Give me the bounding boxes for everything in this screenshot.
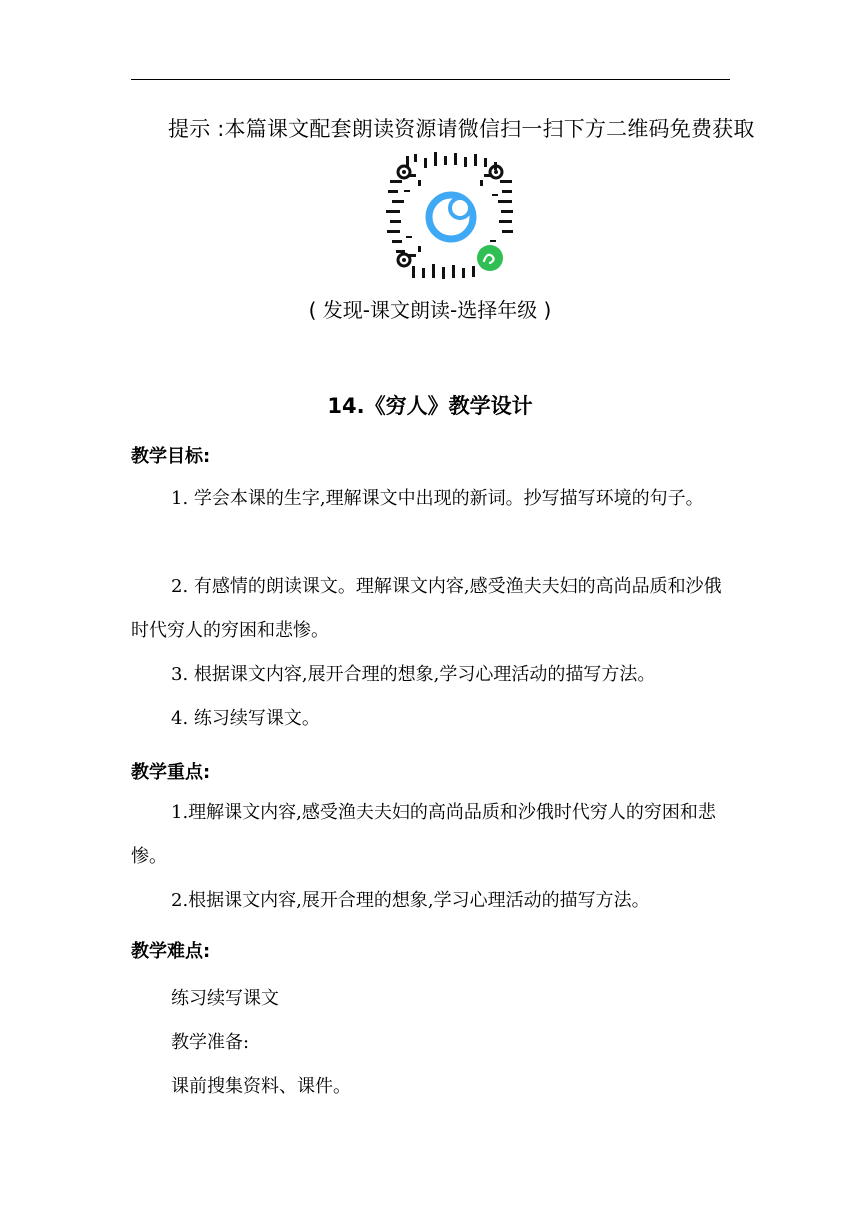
resource-hint: 提示 :本篇课文配套朗读资源请微信扫一扫下方二维码免费获取 bbox=[168, 117, 755, 141]
qr-code[interactable] bbox=[384, 150, 518, 284]
objective-item-2: 2. 有感情的朗读课文。理解课文内容,感受渔夫夫妇的高尚品质和沙俄时代穷人的穷困和悲惨。 bbox=[131, 576, 722, 641]
key-point-item-1: 1.理解课文内容,感受渔夫夫妇的高尚品质和沙俄时代穷人的穷困和悲惨。 bbox=[131, 802, 716, 867]
objectives-heading: 教学目标: bbox=[131, 446, 211, 467]
objective-item-4: 4. 练习续写课文。 bbox=[171, 708, 320, 729]
objective-item-1: 1. 学会本课的生字,理解课文中出现的新词。抄写描写环境的句子。 bbox=[171, 488, 704, 509]
key-point-item-2: 2.根据课文内容,展开合理的想象,学习心理活动的描写方法。 bbox=[171, 890, 650, 911]
objective-item-3: 3. 根据课文内容,展开合理的想象,学习心理活动的描写方法。 bbox=[171, 664, 656, 685]
document-title: 14.《穷人》教学设计 bbox=[327, 394, 533, 418]
top-rule bbox=[131, 79, 730, 80]
difficulties-text: 练习续写课文 bbox=[171, 988, 279, 1009]
preparation-text: 课前搜集资料、课件。 bbox=[171, 1076, 351, 1097]
preparation-heading: 教学准备: bbox=[171, 1032, 250, 1053]
resource-path-hint: ( 发现-课文朗读-选择年级 ) bbox=[308, 298, 552, 322]
difficulties-heading: 教学难点: bbox=[131, 941, 211, 962]
key-points-heading: 教学重点: bbox=[131, 762, 211, 783]
